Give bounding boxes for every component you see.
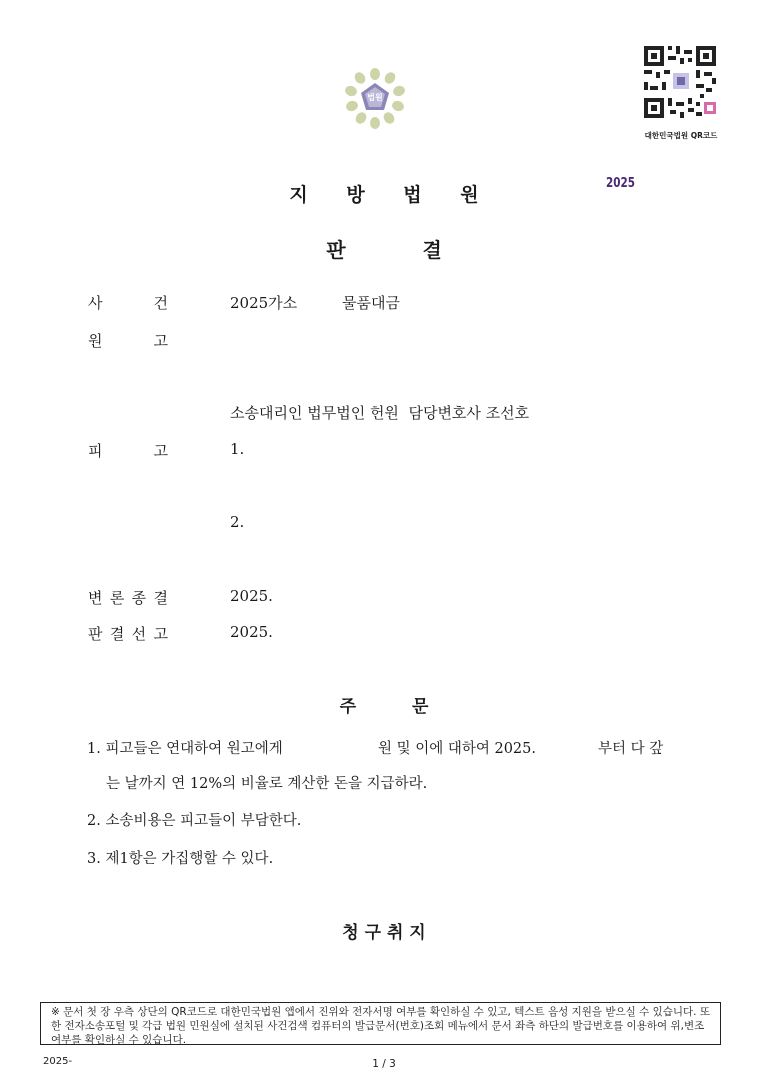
defendant-item-1: 1. [230, 440, 245, 458]
case-label: 사 건 [88, 294, 168, 312]
page-number: 1 / 3 [372, 1058, 396, 1070]
court-emblem [343, 66, 407, 130]
court-name: 지 방 법 원 [289, 184, 495, 206]
closing-date: 2025. [230, 587, 273, 605]
defendant-item-2: 2. [230, 513, 245, 531]
footer-notice: ※ 문서 첫 장 우측 상단의 QR코드로 대한민국법원 앱에서 진위와 전자서명 여부를 확인하실 수 있고, 텍스트 음성 지원을 받으실 수 있습니다. 또한 전자소송포털 및 각급 법원 민원실에 설치된 사건검색 컴퓨터의 발급문서(번호)조회 메뉴에서 문서 좌측 하단의 발급번호를 이용하여 위,변조 여부를 확인하실 수 있습니다. [40, 1002, 721, 1045]
claim-title: 청 구 취 지 [342, 923, 426, 943]
issue-number: 2025- [43, 1056, 73, 1067]
order-line-1b: 원 및 이에 대하여 2025. [378, 741, 536, 757]
sentence-date: 2025. [230, 623, 273, 641]
order-line-3: 3. 제1항은 가집행할 수 있다. [87, 851, 274, 867]
attorney-info: 소송대리인 법무법인 헌원 담당변호사 조선호 [230, 404, 530, 422]
defendant-label: 피 고 [88, 442, 168, 460]
year-stamp: 2025 [606, 176, 635, 191]
judgment-title: 판 결 [326, 238, 442, 262]
order-line-2: 2. 소송비용은 피고들이 부담한다. [87, 813, 302, 829]
order-line-1a: 1. 피고들은 연대하여 원고에게 [87, 741, 283, 757]
plaintiff-label: 원 고 [88, 332, 168, 350]
case-name: 물품대금 [342, 294, 400, 312]
closing-label: 변 론 종 결 [88, 589, 168, 607]
qr-caption: 대한민국법원 QR코드 [644, 131, 718, 140]
order-line-1d: 는 날까지 연 12%의 비율로 계산한 돈을 지급하라. [106, 776, 428, 792]
order-line-1c: 부터 다 갚 [598, 741, 664, 757]
order-title: 주 문 [339, 697, 429, 717]
sentence-label: 판 결 선 고 [88, 625, 168, 643]
emblem-label: 법원 [367, 93, 383, 102]
case-number: 2025가소 [230, 294, 298, 312]
qr-code [640, 42, 720, 122]
